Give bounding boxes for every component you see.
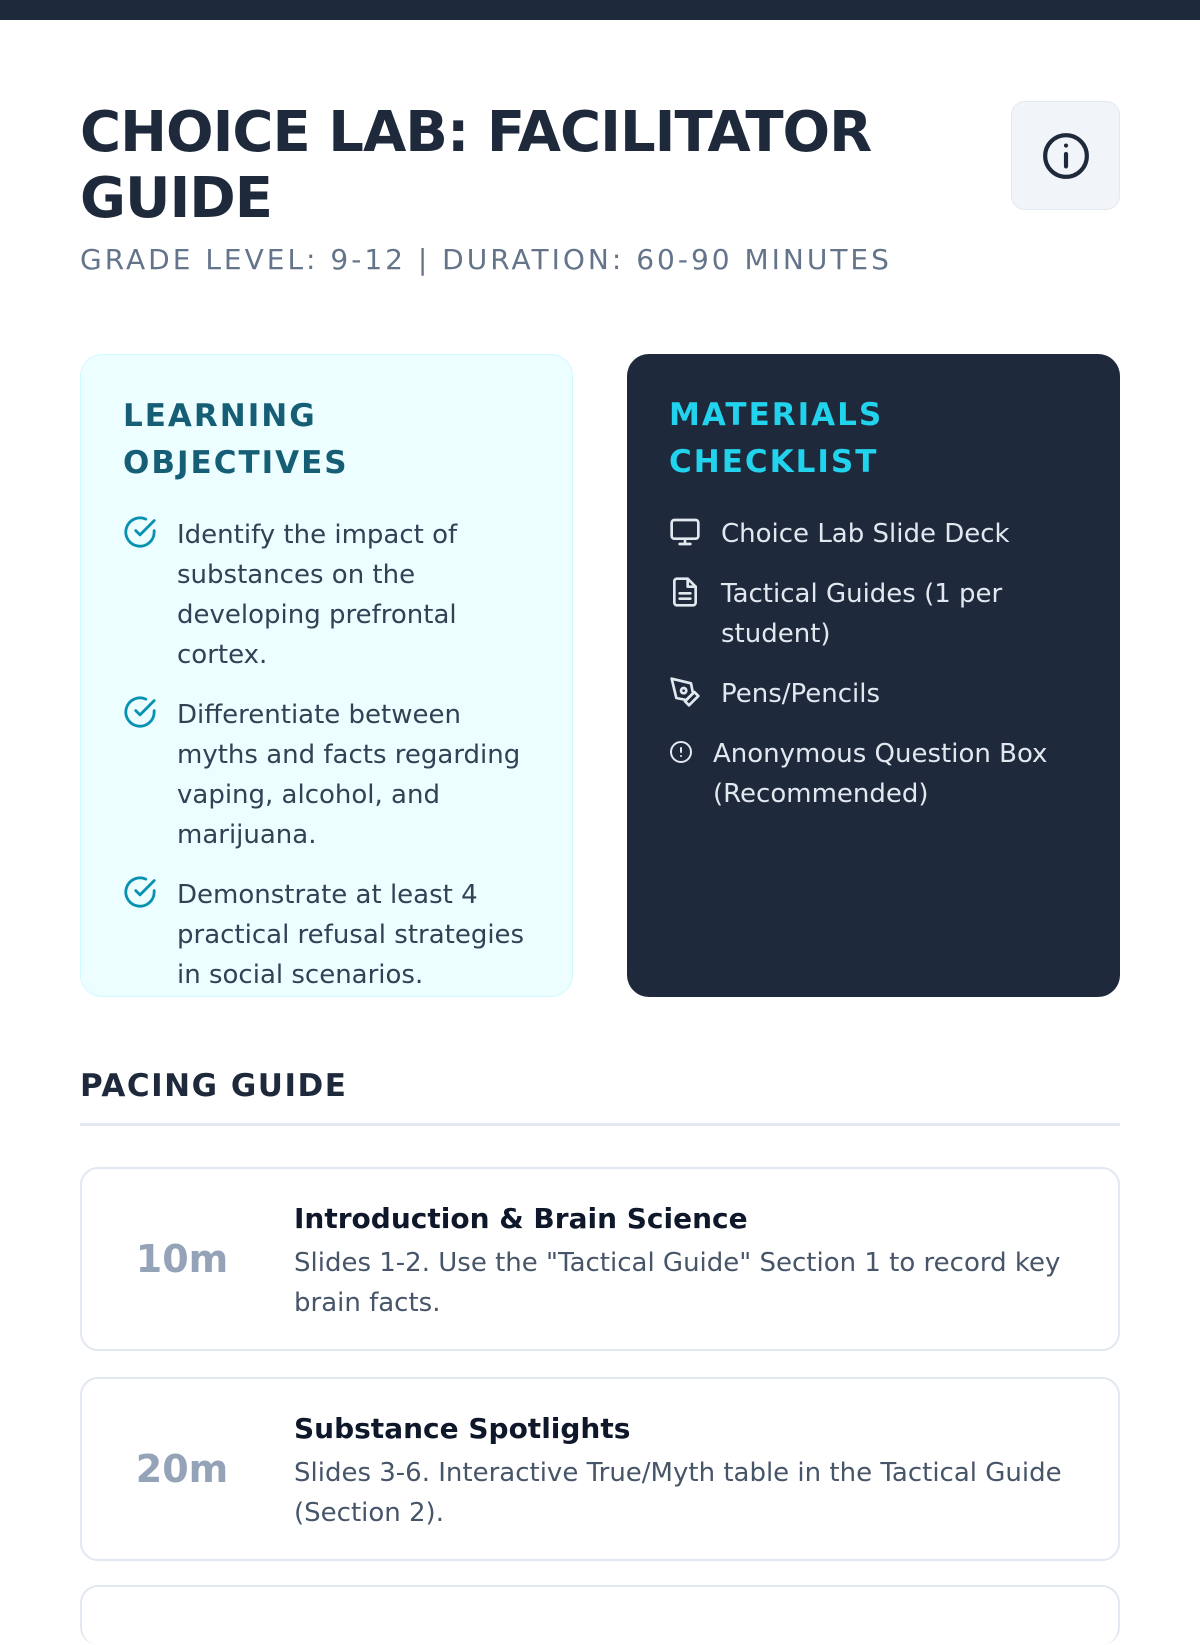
pacing-item: [80, 1167, 1120, 1351]
material-item: [669, 674, 1089, 714]
materials-checklist-card: [627, 354, 1120, 997]
objective-text: Demonstrate at least 4 practical refusal strategies in social scenarios.: [177, 880, 525, 990]
pen-icon: [669, 676, 701, 708]
check-circle-icon: [123, 695, 157, 729]
pacing-guide-title: PACING GUIDE: [80, 1068, 348, 1104]
objective-text: Differentiate between myths and facts regarding vaping, alcohol, and marijuana.: [177, 700, 521, 850]
material-label: Pens/Pencils: [721, 679, 881, 709]
materials-title: MATERIALS CHECKLIST: [669, 397, 884, 480]
pacing-heading: Substance Spotlights: [294, 1412, 631, 1445]
page-title: CHOICE LAB: FACILITATOR GUIDE: [80, 100, 872, 231]
pacing-body: [294, 1409, 1094, 1533]
pacing-duration: 10m: [135, 1237, 229, 1281]
objective-item: [123, 515, 543, 675]
monitor-icon: [669, 516, 701, 548]
pacing-item-partial: [80, 1585, 1120, 1645]
page-subtitle: GRADE LEVEL: 9-12 | DURATION: 60-90 MINUTES: [80, 243, 892, 276]
pacing-duration: 20m: [135, 1447, 229, 1491]
objectives-title: LEARNING OBJECTIVES: [123, 398, 349, 481]
material-label: Choice Lab Slide Deck: [721, 519, 1010, 549]
info-button[interactable]: [1011, 101, 1120, 210]
learning-objectives-card: [80, 354, 573, 997]
pacing-heading: Introduction & Brain Science: [294, 1202, 748, 1235]
check-circle-icon: [123, 515, 157, 549]
pacing-description: Slides 1-2. Use the "Tactical Guide" Section 1 to record key brain facts.: [294, 1248, 1061, 1318]
document-icon: [669, 576, 701, 608]
material-item: [669, 734, 1089, 814]
material-item: [669, 574, 1089, 654]
material-label: Anonymous Question Box (Recommended): [713, 739, 1048, 809]
top-bar: [0, 0, 1200, 20]
materials-list: [669, 514, 1089, 834]
objective-item: [123, 695, 543, 855]
check-circle-icon: [123, 875, 157, 909]
alert-circle-icon: [669, 740, 693, 764]
info-circle-icon: [1041, 131, 1091, 181]
objective-text: Identify the impact of substances on the developing prefrontal cortex.: [177, 520, 458, 670]
objective-item: [123, 875, 543, 995]
section-divider: [80, 1123, 1120, 1126]
material-item: [669, 514, 1089, 554]
pacing-item: [80, 1377, 1120, 1561]
pacing-body: [294, 1199, 1094, 1323]
pacing-description: Slides 3-6. Interactive True/Myth table in the Tactical Guide (Section 2).: [294, 1458, 1062, 1528]
material-label: Tactical Guides (1 per student): [721, 579, 1003, 649]
objectives-list: [123, 515, 543, 1015]
